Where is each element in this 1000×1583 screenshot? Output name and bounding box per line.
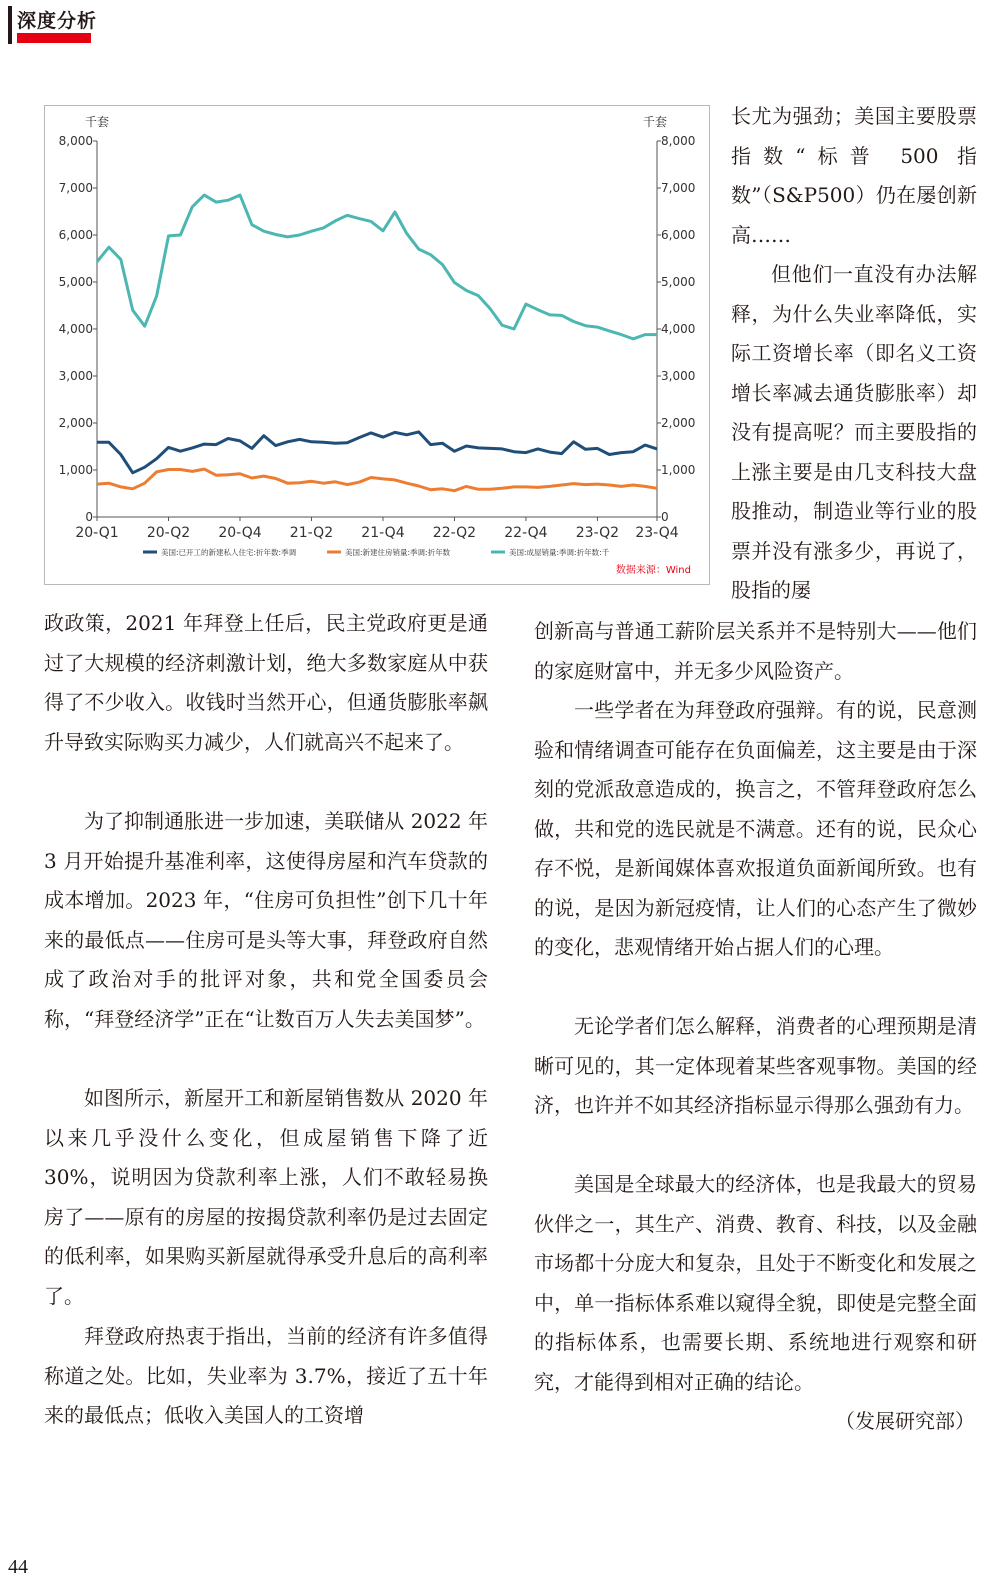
y-tick-label-right: 3,000 [661, 369, 696, 383]
x-tick-label: 22-Q2 [432, 525, 477, 541]
y-tick-label-right: 2,000 [661, 416, 696, 430]
y-tick-label-left: 0 [85, 510, 93, 524]
right-top-paragraph-1: 长尤为强劲；美国主要股票指数“标普 500 指数”（S&P500）仍在屡创新高…… [731, 104, 977, 247]
y-tick-label-left: 3,000 [58, 369, 93, 383]
y-tick-label-right: 1,000 [661, 463, 696, 477]
series-line-1 [97, 432, 657, 473]
left-paragraph-4: 拜登政府热衷于指出，当前的经济有许多值得称道之处。比如，失业率为 3.7%，接近了五十年来的最低点；低收入美国人的工资增 [44, 1324, 488, 1427]
y-tick-label-right: 4,000 [661, 322, 696, 336]
left-paragraph-1: 政政策，2021 年拜登上任后，民主党政府更是通过了大规模的经济刺激计划，绝大多数家庭从中获得了不少收入。收钱时当然开心，但通货膨胀率飙升导致实际购买力减少，人们就高兴不起来了。 [44, 611, 488, 754]
series-line-2 [97, 469, 657, 491]
y-tick-label-right: 7,000 [661, 181, 696, 195]
chart-source: 数据来源：Wind [615, 565, 691, 576]
y-tick-label-left: 1,000 [58, 463, 93, 477]
section-title: 深度分析 [17, 10, 98, 32]
page-number: 44 [8, 1556, 28, 1578]
right-paragraph-4: 美国是全球最大的经济体，也是我最大的贸易伙伴之一，其生产、消费、教育、科技，以及金融市场都十分庞大和复杂，且处于不断变化和发展之中，单一指标体系难以窥得全貌，即使是完整全面的指标体系，也需要长期、系统地进行观察和研究，才能得到相对正确的结论。 [534, 1172, 977, 1394]
right-paragraph-3: 无论学者们怎么解释，消费者的心理预期是清晰可见的，其一定体现着某些客观事物。美国的经济，也许并不如其经济指标显示得那么强劲有力。 [534, 1014, 977, 1117]
legend-label-2: 美国:新建住房销量:季调:折年数 [345, 548, 451, 557]
x-tick-label: 23-Q4 [635, 525, 679, 541]
y-tick-label-left: 2,000 [58, 416, 93, 430]
left-paragraph-3: 如图所示，新屋开工和新屋销售数从 2020 年以来几乎没什么变化，但成屋销售下降了近 30%，说明因为贷款利率上涨，人们不敢轻易换房了——原有的房屋的按揭贷款利率仍是过去固定的低利率，如果购买新屋就得承受升息后的高利率了。 [44, 1086, 488, 1308]
right-top-paragraph-2: 但他们一直没有办法解释，为什么失业率降低，实际工资增长率（即名义工资增长率减去通货膨胀率）却没有提高呢？而主要股指的上涨主要是由几支科技大盘股推动，制造业等行业的股票并没有涨多少，再说了，股指的屡 [731, 262, 977, 602]
left-paragraph-2: 为了抑制通胀进一步加速，美联储从 2022 年 3 月开始提升基准利率，这使得房屋和汽车贷款的成本增加。2023 年，“住房可负担性”创下几十年来的最低点——住房可是头等大事，拜登政府自然成了政治对手的批评对象，共和党全国委员会称，“拜登经济学”正在“让数百万人失去美国梦”。 [44, 809, 488, 1031]
y-tick-label-right: 5,000 [661, 275, 696, 289]
header-bar [8, 6, 12, 44]
header-accent-bar [17, 33, 91, 43]
chart [44, 105, 710, 585]
y-tick-label-left: 7,000 [58, 181, 93, 195]
y-tick-label-left: 6,000 [58, 228, 93, 242]
y-tick-label-left: 4,000 [58, 322, 93, 336]
right-paragraph-2: 一些学者在为拜登政府强辩。有的说，民意测验和情绪调查可能存在负面偏差，这主要是由于深刻的党派敌意造成的，换言之，不管拜登政府怎么做，共和党的选民就是不满意。还有的说，民众心存不悦，是新闻媒体喜欢报道负面新闻所致。也有的说，是因为新冠疫情，让人们的心态产生了微妙的变化，悲观情绪开始占据人们的心理。 [534, 698, 977, 959]
author-signature: （发展研究部） [835, 1409, 975, 1433]
y-tick-label-right: 0 [661, 510, 669, 524]
legend-label-3: 美国:成屋销量:季调:折年数:千 [509, 548, 610, 557]
x-tick-label: 20-Q4 [218, 525, 262, 541]
legend-label-1: 美国:已开工的新建私人住宅:折年数:季调 [161, 548, 297, 557]
left-axis-unit: 千套 [84, 115, 110, 129]
x-tick-label: 22-Q4 [504, 525, 548, 541]
x-tick-label: 23-Q2 [575, 525, 620, 541]
series-line-3 [97, 195, 657, 339]
right-paragraph-1: 创新高与普通工薪阶层关系并不是特别大——他们的家庭财富中，并无多少风险资产。 [534, 619, 977, 683]
right-axis-unit: 千套 [642, 115, 668, 129]
x-tick-label: 20-Q1 [75, 525, 119, 541]
chart-svg [45, 106, 709, 584]
x-tick-label: 20-Q2 [146, 525, 191, 541]
y-tick-label-right: 6,000 [661, 228, 696, 242]
x-tick-label: 21-Q2 [289, 525, 334, 541]
y-tick-label-left: 5,000 [58, 275, 93, 289]
y-tick-label-right: 8,000 [661, 134, 696, 148]
y-tick-label-left: 8,000 [58, 134, 93, 148]
x-tick-label: 21-Q4 [361, 525, 405, 541]
